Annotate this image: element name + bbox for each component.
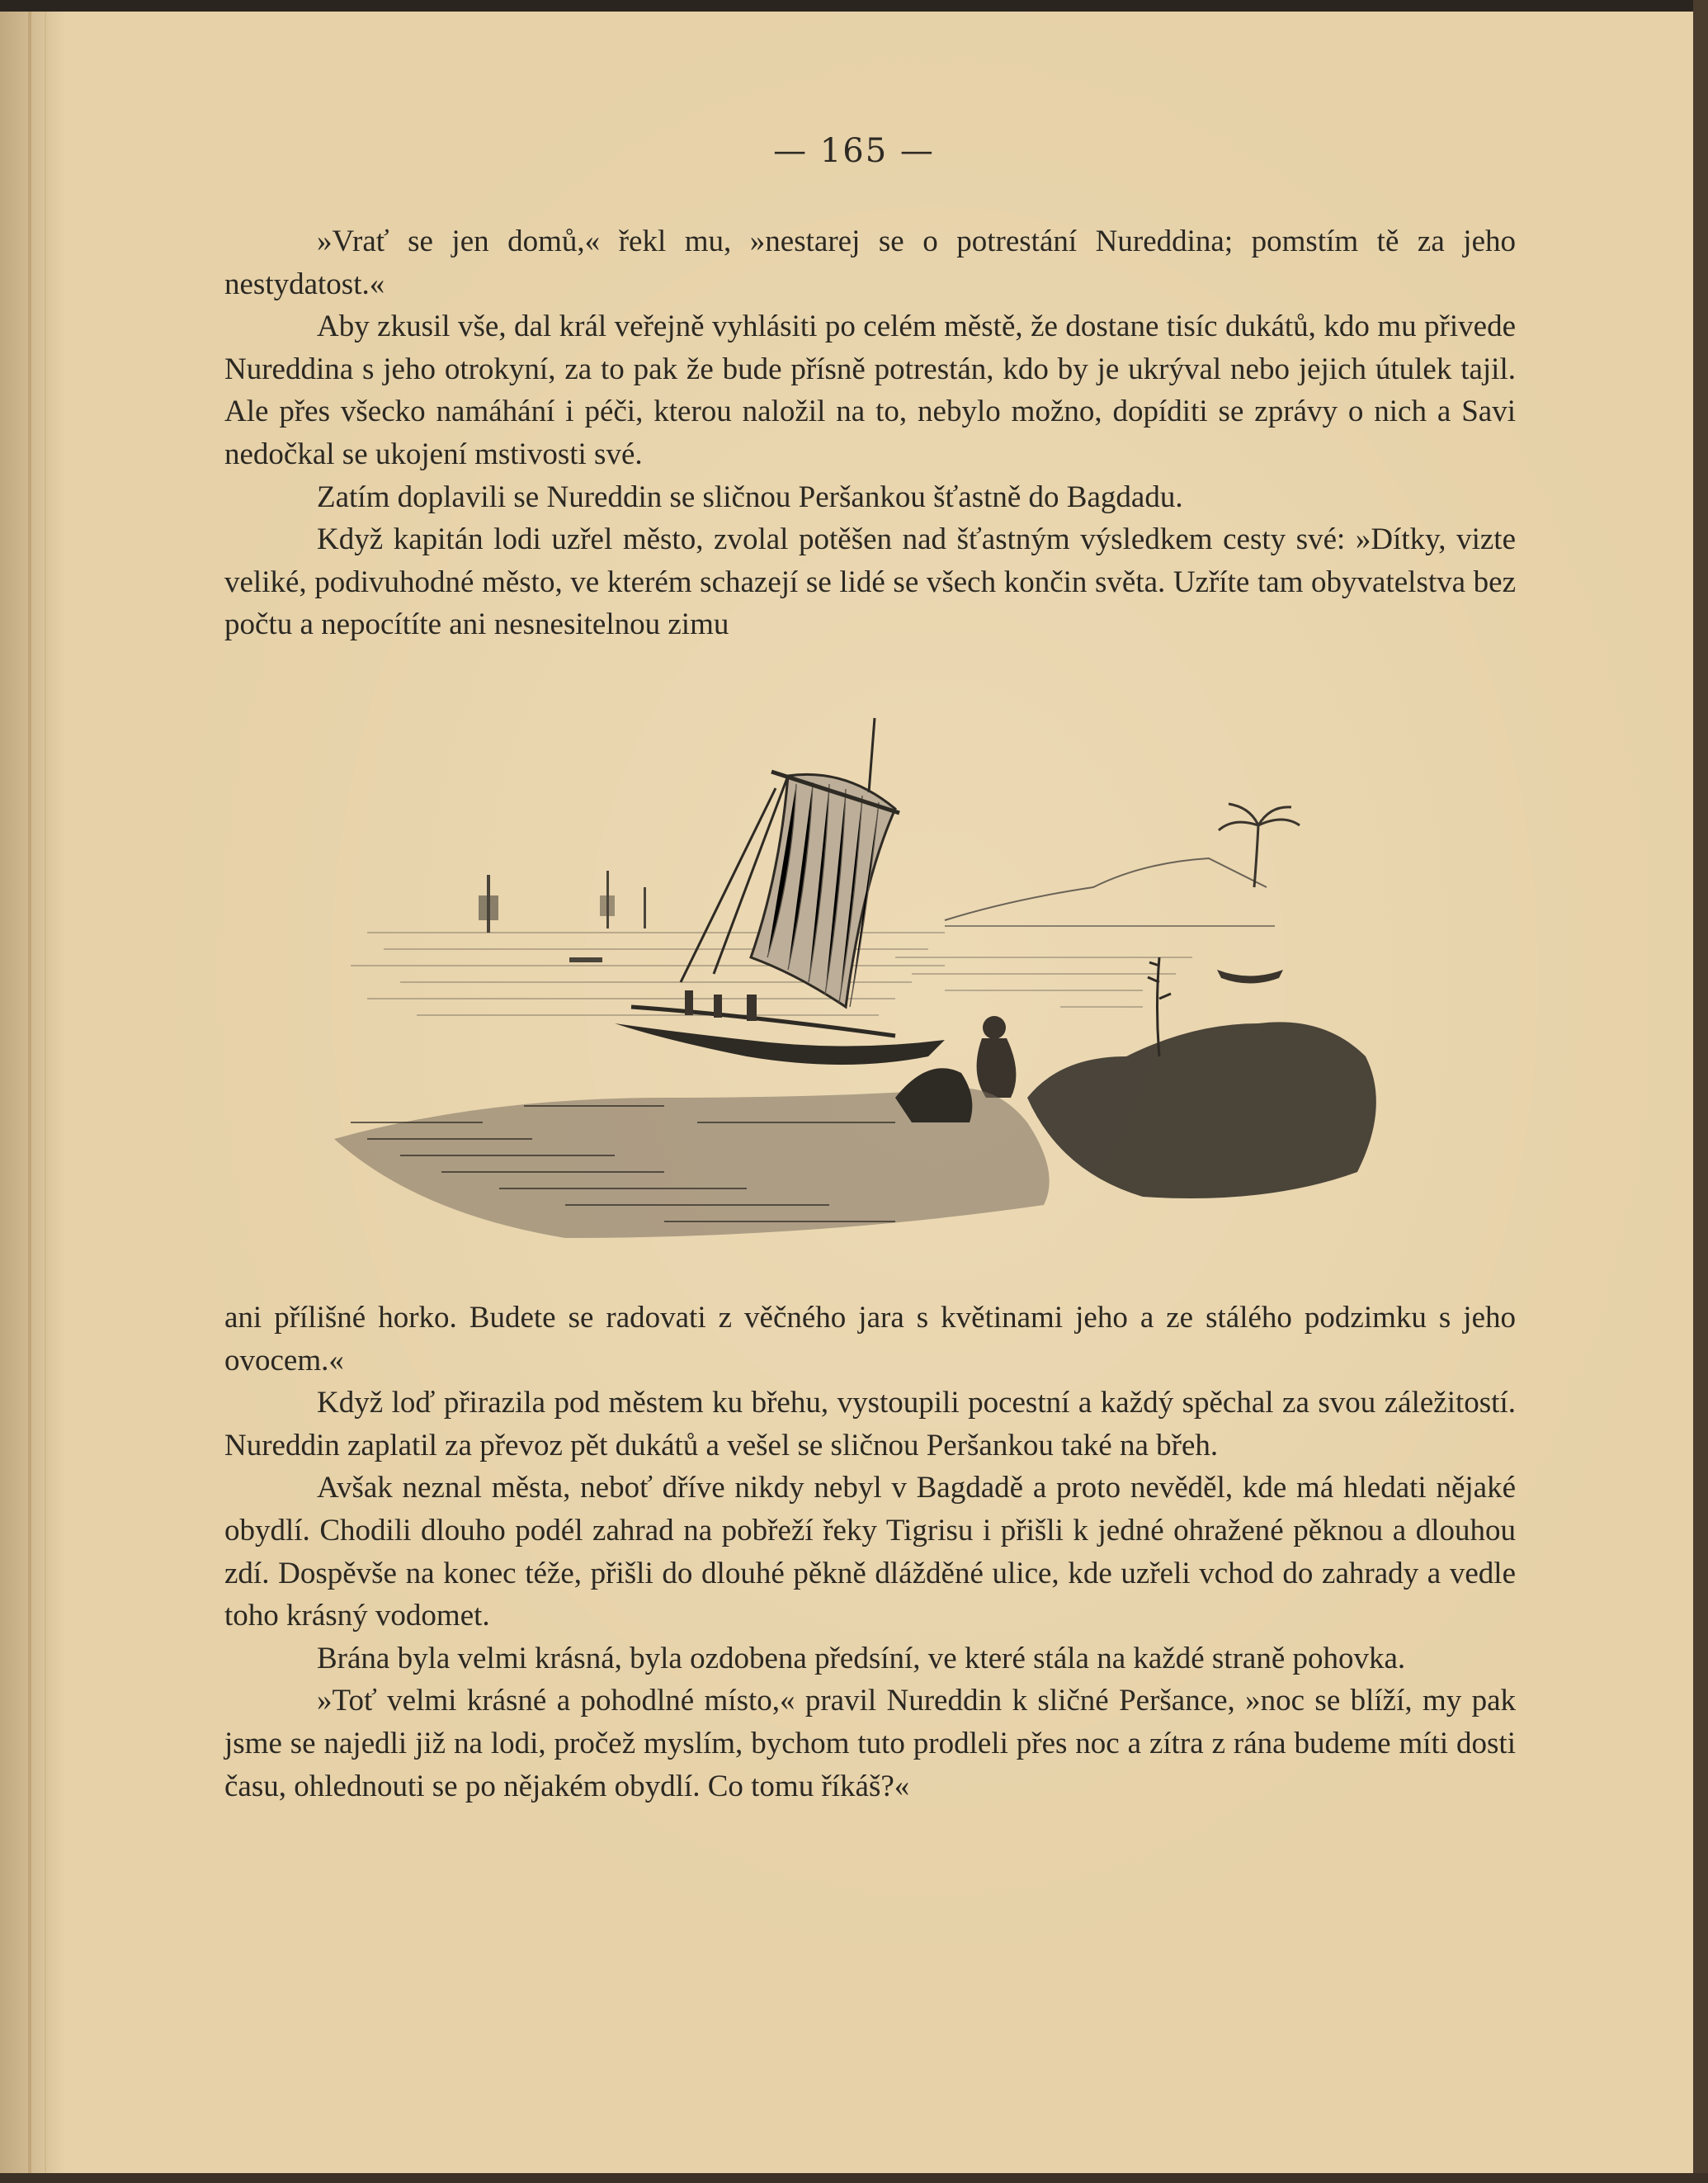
paragraph: »Vrať se jen domů,« řekl mu, »nestarej se o potrestání Nureddina; pomstím tě za jeho nestydatost.« (224, 224, 1516, 301)
shore-figure (977, 1016, 1017, 1098)
ship-hull (615, 1023, 945, 1065)
rowboat (1217, 970, 1283, 984)
scan-border-top (0, 0, 1708, 12)
paragraph: Když kapitán lodi uzřel město, zvolal potěšen nad šťastným výsledkem cesty své: »Dítky, vizte veliké, podivuhodné město, ve kterém schazejí se lidé se všech končin světa. Uzříte tam obyvatelstva bez počtu a nepocítíte ani nesnesitelnou zimu (224, 522, 1516, 642)
ship-illustration (318, 710, 1440, 1255)
paragraph: ani přílišné horko. Budete se radovati z věčného jara s květinami jeho a ze stálého podzimku s jeho ovocem.« (224, 1301, 1516, 1377)
paragraph: Avšak neznal města, neboť dříve nikdy nebyl v Bagdadě a proto nevěděl, kde má hledati nějaké obydlí. Chodili dlouho podél zahrad na pobřeží řeky Tigrisu i přišli k jedné ohražené pěknou a dlouhou zdí. Dospěvše na konec téže, přišli do dlouhé pěkně dlážděné ulice, kde uzřeli vchod do zahrady a vedle toho krásný vodomet. (224, 1471, 1516, 1633)
sail (751, 772, 899, 1007)
text-block-top (224, 220, 1516, 646)
scan-border-bottom (0, 2173, 1708, 2183)
palm-tree (1219, 804, 1300, 887)
distant-hills (945, 858, 1267, 920)
distant-ships (479, 871, 646, 962)
binding-edge (28, 12, 31, 2174)
paragraph: Když loď přirazila pod městem ku břehu, vystoupili pocestní a každý spěchal za svou záležitostí. Nureddin zaplatil za převoz pět dukátů a vešel se sličnou Peršankou také na břeh. (224, 1386, 1516, 1462)
scan-border-right (1693, 0, 1708, 2183)
paragraph: Brána byla velmi krásná, byla ozdobena předsíní, ve které stála na každé straně pohovka. (317, 1641, 1406, 1675)
binding-line (45, 12, 46, 2174)
text-block-bottom (224, 1297, 1516, 1807)
page-number: — 165 — (773, 132, 935, 170)
paragraph: Zatím doplavili se Nureddin se sličnou Peršankou šťastně do Bagdadu. (317, 480, 1183, 514)
paragraph: »Toť velmi krásné a pohodlné místo,« pravil Nureddin k sličné Peršance, »noc se blíží, my pak jsme se najedli již na lodi, pročež myslím, bychom tuto prodleli přes noc a zítra z rána budeme míti dosti času, ohlednouti se po nějakém obydlí. Co tomu říkáš?« (224, 1684, 1516, 1803)
paragraph: Aby zkusil vše, dal král veřejně vyhlásiti po celém městě, že dostane tisíc dukátů, kdo mu přivede Nureddina s jeho otrokyní, za to pak že bude přísně potrestán, kdo by je ukrýval nebo jejich útulek tajil. Ale přes všecko namáhání i péči, kterou naložil na to, nebylo možno, dopíditi se zprávy o nich a Savi nedočkal se ukojení mstivosti své. (224, 309, 1516, 471)
